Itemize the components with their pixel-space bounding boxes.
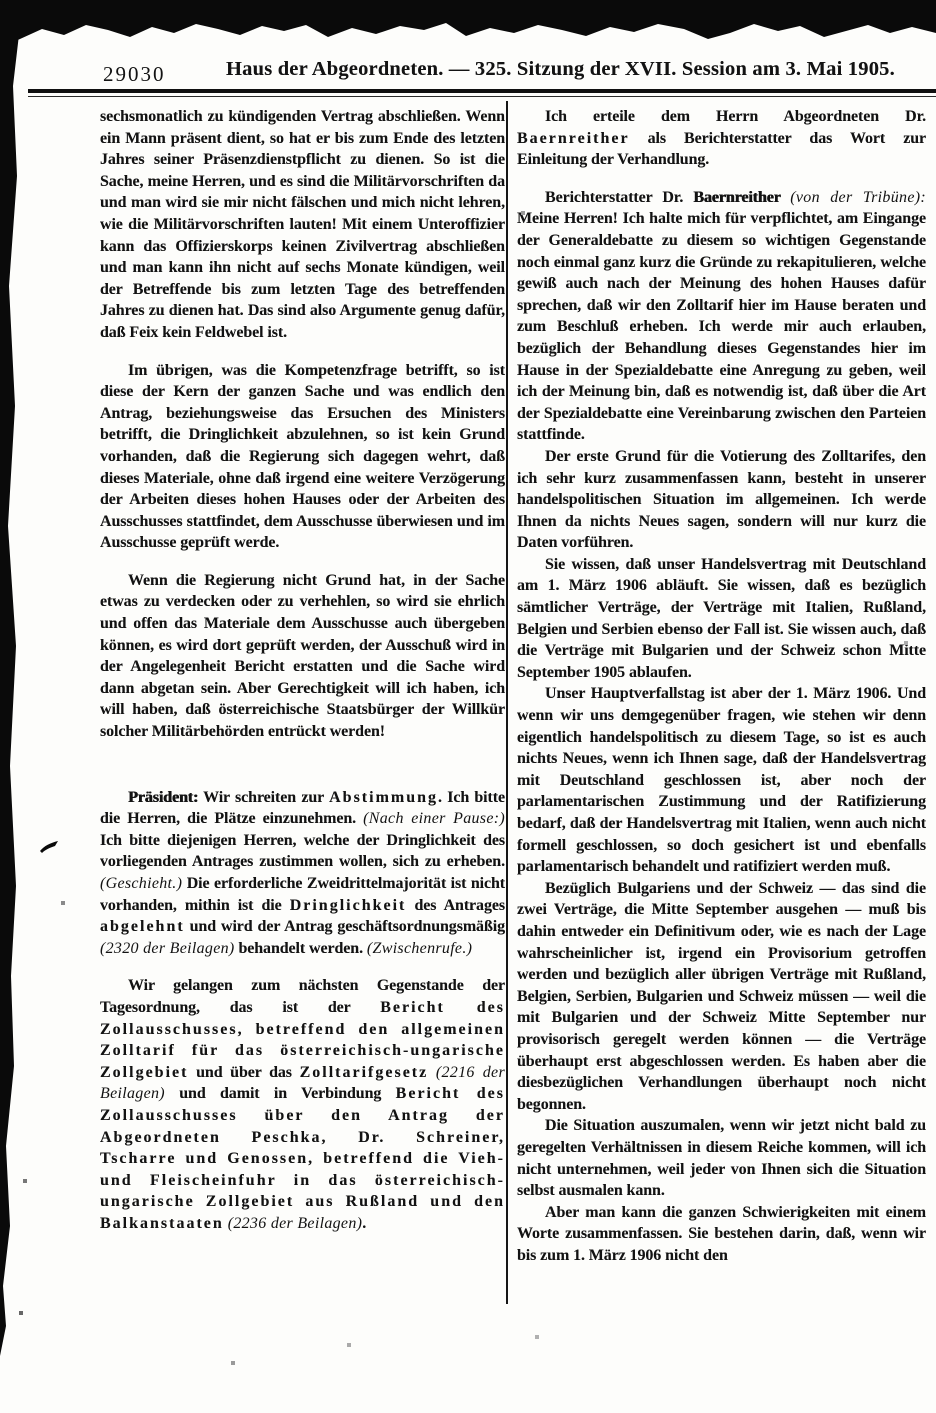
text-segment: (Zwischenrufe.) [366, 939, 473, 957]
speaker-name: Baernreither [693, 188, 781, 206]
text-segment: Berichterstatter Dr. [545, 188, 694, 206]
ink-mark [38, 840, 60, 854]
text-segment: (Nach einer Pause:) [363, 810, 505, 828]
text-segment: Baernreither [517, 129, 630, 147]
text-segment: Dringlichkeit [289, 896, 407, 914]
header-rule-thin [28, 96, 936, 97]
left-column [100, 106, 505, 1235]
paragraph [100, 106, 505, 344]
text-segment: Im übrigen, was die Kompetenzfrage betrifft, so ist diese der Kern der ganzen Sache und was endlich den Antrag, beziehungsweise das Ersuchen des Ministers betrifft, die Dringlichkeit abzulehnen, so ist kein Grund vorhanden, daß die Regierung sich dagegen wehrt, daß dieses Materiale, ohne daß irgend eine weitere Verzögerung der Arbeiten dieses hohen Hauses oder der Arbeiten des Ausschusses stattfindet, dem Ausschusse überwiesen und im Ausschusse geprüft werde. [100, 361, 505, 552]
text-segment: Der erste Grund für die Votierung des Zolltarifes, den ich sehr kurz zusammenfassen kann, besteht in unserer handelspolitischen Situation im allgemeinen. Ich werde Ihnen da nichts Neues sagen, sondern will nur kurz die Daten vorführen. [517, 447, 926, 552]
scan-left-binding-edge [0, 26, 22, 1366]
paragraph [517, 106, 926, 171]
text-segment: und damit in Verbindung [164, 1085, 396, 1103]
page-header [0, 58, 936, 92]
text-segment: (2216 der Beilagen) [100, 1063, 505, 1103]
paragraph [517, 1202, 926, 1267]
speaker-name: Präsident: [128, 788, 204, 806]
text-segment: Sie wissen, daß unser Handelsvertrag mit Deutschland am 1. März 1906 abläuft. Sie wissen, daß es bezüglich sämtlicher Verträge, der Verträge mit Italien, Rußland, Belgien und Serbien ebenso der Fall ist. Sie wissen auch, daß die Verträge mit Bulgarien und der Schweiz schon Mitte September 1905 ablaufen. [517, 555, 926, 681]
paragraph [100, 975, 505, 1234]
text-segment: Unser Hauptverfallstag ist aber der 1. März 1906. Und wenn wir uns demgegenüber fragen, wie stehen wir denn eigentlich handelspolitisch zu diesem Tage, so ist es auch nichts Neues, wenn ich Ihnen sage, daß der Handelsvertrag mit Deutschland geschlossen ist, aber noch der parlamentarischen Zustimmung und der Ratifizierung bedarf, daß der Handelsvertrag mit Italien, wenn auch nicht formell geschlossen, so doch gesichert ist und ebenfalls parlamentarisch behandelt und ratifiziert werden muß. [517, 685, 926, 876]
header-rule-thick [28, 89, 936, 93]
text-segment: Abstimmung [329, 788, 439, 806]
paragraph [100, 787, 505, 960]
right-column [517, 106, 926, 1266]
text-segment [428, 1064, 436, 1081]
text-segment: Wenn die Regierung nicht Grund hat, in der Sache etwas zu verdecken oder zu verhehlen, so wird sie ehrlich und offen das Materiale dem Ausschusse auch übergeben können, es wird dort geprüft werden, der Ausschuß wird in der Angelegenheit Bericht erstatten und die Sache wird dann abgetan sein. Aber Gerechtigkeit will ich haben, ich will haben, daß österreichische Staatsbürger der Willkür solcher Militärbehörden entrückt werden! [100, 571, 505, 741]
paragraph [100, 570, 505, 743]
text-segment: Die erforderliche Zweidrittelmajorität ist nicht vorhanden, mithin ist die [100, 875, 505, 914]
text-segment: Meine Herren! Ich halte mich für verpflichtet, am Eingange der Generaldebatte zu diesem so wichtigen Gegenstande noch einmal ganz kurz die Gründe zu rekapitulieren, welche gewiß auch nach der Meinung des hohen Hauses dafür sprechen, daß wir den Zolltarif hier im Hause beraten und zum Beschluß erheben. Ich werde mir auch erlauben, bezüglich der Behandlung dieses Gegenstandes hier im Hause in der Spezialdebatte eine Anregung zu geben, weil ich der Meinung bin, daß es notwendig ist, daß über die Art der Spezialdebatte eine Vereinbarung zwischen den Parteien stattfinde. [517, 210, 926, 444]
scan-top-edge [0, 0, 936, 48]
text-segment: Bezüglich Bulgariens und der Schweiz — das sind die zwei Verträge, die Mitte September ausgehen — muß bis dahin entweder ein Definitivum oder, wie es nach der Lage wahrscheinlicher ist, irgend ein Provisorium getroffen werden und bezüglich aller übrigen Verträge mit Rußland, Belgien, Serbien, Bulgarien und Schweiz müssen — weil die mit Bulgarien und der Schweiz Mitte September nur provisorisch geregelt werden können — die Verträge überhaupt erst abgeschlossen werden. Es haben aber die diesbezüglichen Verhandlungen überhaupt noch nicht begonnen. [517, 879, 926, 1113]
text-segment: Wir schreiten zur [203, 788, 330, 806]
paragraph [517, 187, 926, 446]
text-segment: und wird der Antrag geschäftsordnungsmäßig [184, 918, 505, 936]
text-segment: des Antrages [406, 896, 505, 914]
paragraph [517, 1115, 926, 1201]
page-number: 29030 [103, 62, 166, 86]
text-segment: abgelehnt [100, 918, 185, 936]
dust-specks [0, 0, 2, 2]
paragraph [517, 446, 926, 554]
text-segment: behandelt werden. [234, 939, 367, 957]
text-segment: Bericht des Zollausschusses über den Antrag der Abgeordneten Peschka, Dr. Schreiner, Tscharre und Genossen, betreffend die Vieh- und Fleischeinfuhr in das österreichisch-ungarische Zollgebiet aus Rußland und den Balkanstaaten [100, 1085, 506, 1232]
text-segment: . [362, 1214, 367, 1232]
text-segment: Bericht des Zollausschusses, betreffend den allgemeinen Zolltarif für das österreichisch-ungarische Zollgebiet [100, 998, 505, 1081]
paragraph [517, 878, 926, 1116]
text-segment: Ich erteile dem Herrn Abgeordneten Dr. [545, 108, 926, 125]
header-title: Haus der Abgeordneten. — 325. Sitzung der XVII. Session am 3. Mai 1905. [226, 58, 895, 80]
text-segment: Wir gelangen zum nächsten Gegenstande der Tagesordnung, das ist der [100, 977, 505, 1016]
text-segment: (2320 der Beilagen) [100, 939, 235, 957]
paragraph [517, 683, 926, 877]
text-segment: Zolltarifgesetz [299, 1063, 429, 1081]
text-segment: Aber man kann die ganzen Schwierigkeiten mit einem Worte zusammenfassen. Sie bestehen darin, daß, wenn wir bis zum 1. März 1906 nicht den [517, 1203, 926, 1264]
text-segment: . Ich bitte die Herren, die Plätze einzunehmen. [100, 788, 505, 828]
text-segment: (2236 der Beilagen) [227, 1214, 363, 1232]
text-segment: sechsmonatlich zu kündigenden Vertrag abschließen. Wenn ein Mann präsent dient, so hat er bis zum Ende des letzten Jahres seiner Präsenzdienstpflicht zu dienen. So ist die Sache, meine Herren, und es sind die Militärvorschriften da und man wird sie mir nicht fälschen und mich nicht lehren, wie die Militärvorschriften lauten! Mit einem Unteroffizier kann das Offizierskorps keinen Zivilvertrag abschließen und man kann ihn nicht auf sechs Monate kündigen, weil der Betreffende bis zum letzten Tage des betreffenden Jahres zu dienen hat. Das sind also Argumente genug dafür, daß Feix kein Feldwebel ist. [100, 108, 505, 341]
text-segment: Ich bitte diejenigen Herren, welche der Dringlichkeit des vorliegenden Antrages zustimmen wollen, sich zu erheben. [100, 831, 505, 871]
paragraph [517, 554, 926, 684]
text-segment: und über das [188, 1063, 300, 1081]
text-segment: (Geschieht.) [100, 875, 183, 892]
text-segment: (von der Tribüne): [790, 188, 926, 206]
text-segment: Die Situation auszumalen, wenn wir jetzt nicht bald zu geregelten Verhältnissen in diesem Reiche kommen, will ich nicht unternehmen, weil jeder von Ihnen sich die Situation selbst ausmalen kann. [517, 1117, 926, 1200]
text-segment [780, 189, 790, 206]
text-segment: als Berichterstatter das Wort zur Einleitung der Verhandlung. [517, 129, 926, 169]
paragraph [100, 360, 505, 554]
column-divider [506, 101, 508, 1304]
